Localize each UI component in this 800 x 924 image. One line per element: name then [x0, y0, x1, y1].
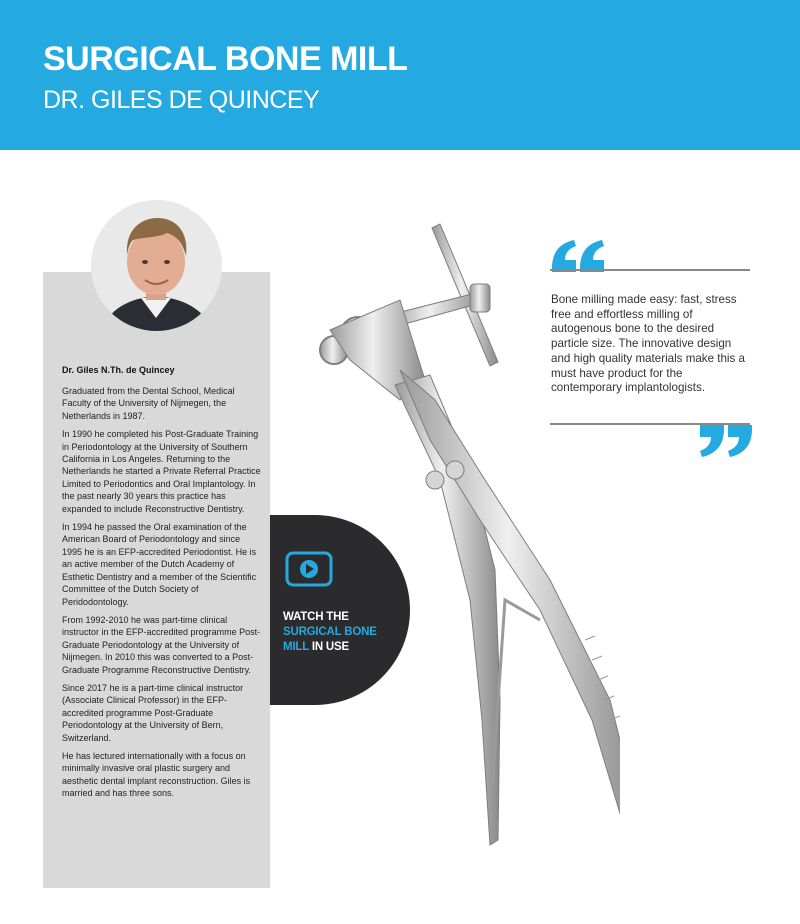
header-banner: [0, 0, 800, 150]
bio-text: [62, 385, 262, 806]
video-text-accent: MILL: [283, 641, 309, 653]
bio-paragraph: In 1990 he completed his Post-Graduate Training in Periodontology at the University of Southern California in Los Angeles. Returning to the Netherlands he started a Private Referral Practice Limited to Periodontics and Oral Implantology. In the past nearly 30 years this practice has expanded to include Reconstructive Dentistry.: [62, 429, 261, 514]
watch-video-link[interactable]: [283, 610, 403, 655]
bio-paragraph: He has lectured internationally with a focus on minimally invasive oral plastic surgery and aesthetic dental implant reconstruction. Giles is married and has three sons.: [62, 750, 251, 799]
product-quote: Bone milling made easy: fast, stress free and effortless milling of autogenous bone to the desired particle size. The innovative design and high quality materials make this a must have product for the contemporary implantologists.: [551, 293, 745, 395]
video-text-line2: SURGICAL BONE: [283, 626, 377, 638]
bio-paragraph: From 1992-2010 he was part-time clinical instructor in the EFP-accredited programme Post-Graduate Periodontology at the University of Nijmegen. In 2010 this was converted to a Post-Graduate Programme Reconstructive Dentistry.: [62, 614, 261, 675]
video-text-line3: [283, 640, 403, 655]
bio-paragraph: Graduated from the Dental School, Medical Faculty of the University of Nijmegen, the Netherlands in 1987.: [62, 386, 235, 421]
page-title: SURGICAL BONE MILL: [43, 40, 408, 78]
open-quote-icon: [550, 238, 610, 272]
page-subtitle: DR. GILES DE QUINCEY: [43, 86, 320, 114]
quote-divider-top: [550, 269, 750, 271]
play-video-icon[interactable]: [285, 550, 337, 590]
video-text-line1: WATCH THE: [283, 611, 349, 623]
author-photo: [91, 200, 222, 331]
bio-paragraph: In 1994 he passed the Oral examination of the American Board of Periodontology and since 1995 he is an EFP-accredited Periodontist. He is an active member of the Dutch Academy of Esthetic Dentistry and a member of the Scientific Committee of the Dutch Society of Peridodontology.: [62, 522, 257, 607]
close-quote-icon: [698, 425, 754, 459]
bio-paragraph: Since 2017 he is a part-time clinical instructor (Associate Clinical Professor) in the EFP-accredited programme Post-Graduate Periodontology at the University of Bern, Switzerland.: [62, 682, 244, 743]
bio-name: Dr. Giles N.Th. de Quincey: [62, 365, 175, 375]
video-text-rest: IN USE: [308, 641, 349, 653]
